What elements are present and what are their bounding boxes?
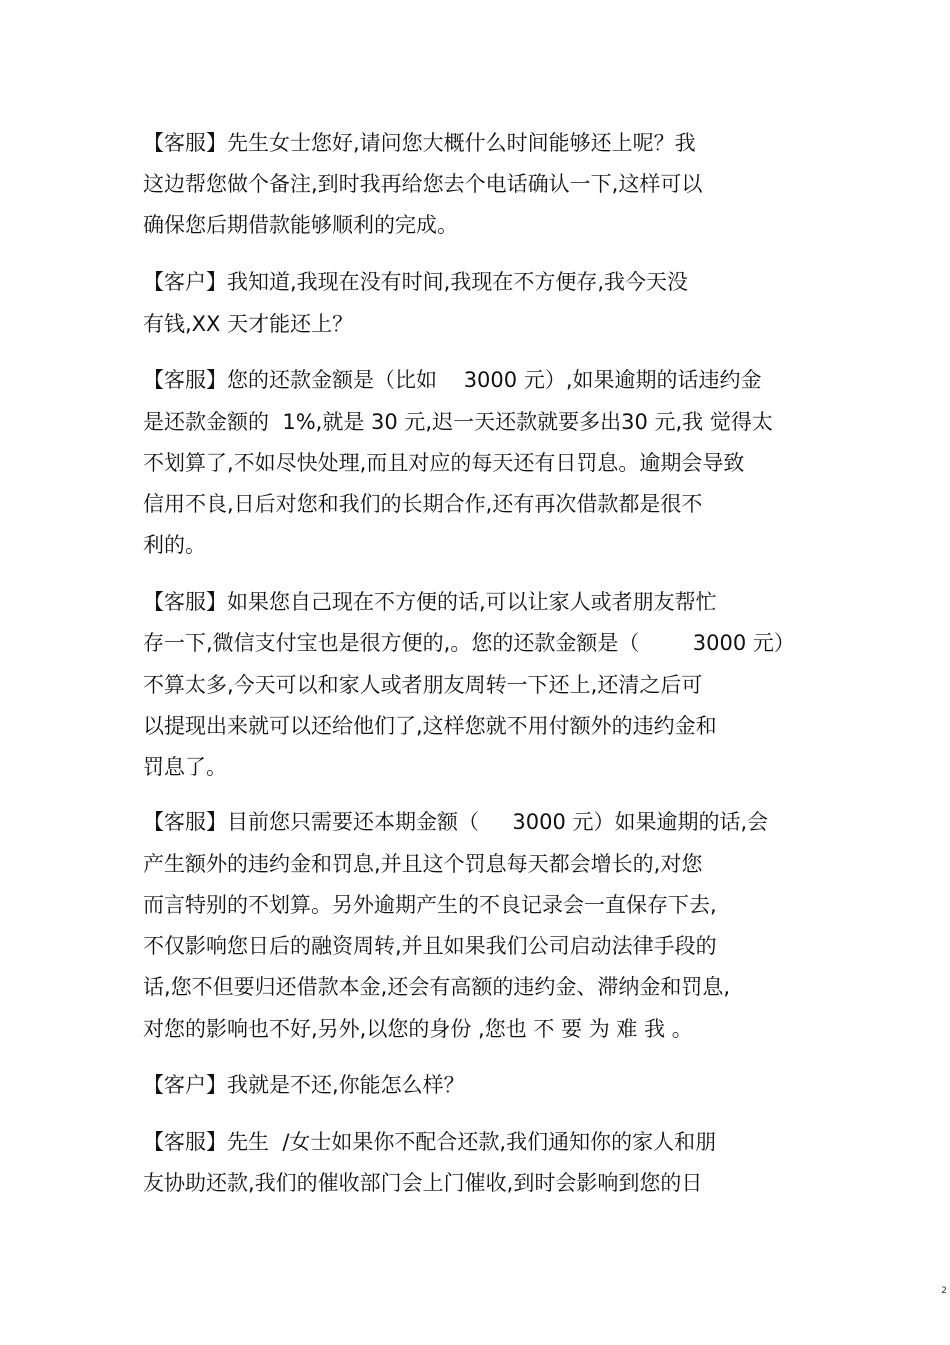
text-line: 【客户】我就是不还,你能怎么样？ — [143, 1073, 465, 1097]
text-line: 是还款金额的 1%,就是 30 元,迟一天还款就要多出30 元,我 觉得太 — [143, 410, 773, 434]
text-line: 不划算了,不如尽快处理,而且对应的每天还有日罚息。逾期会导致 — [143, 451, 745, 475]
text-line: 而言特别的不划算。另外逾期产生的不良记录会一直保存下去, — [143, 893, 717, 917]
text-line: 话,您不但要归还借款本金,还会有高额的违约金、滞纳金和罚息, — [143, 975, 731, 999]
text-line: 【客服】您的还款金额是（比如 3000 元）,如果逾期的话违约金 — [143, 368, 762, 392]
text-line: 对您的影响也不好,另外,以您的身份 ,您也 不 要 为 难 我 。 — [143, 1017, 693, 1041]
text-line: 有钱,XX 天才能还上？ — [143, 312, 354, 336]
text-line: 利的。 — [143, 533, 206, 557]
text-line: 【客服】目前您只需要还本期金额（ 3000 元）如果逾期的话,会 — [143, 810, 769, 834]
text-line: 罚息了。 — [143, 755, 227, 779]
text-line: 存一下,微信支付宝也是很方便的,。您的还款金额是（ 3000 元） — [143, 631, 795, 655]
text-line: 不仅影响您日后的融资周转,并且如果我们公司启动法律手段的 — [143, 934, 717, 958]
text-line: 【客服】先生女士您好,请问您大概什么时间能够还上呢？我 — [143, 131, 696, 155]
text-line: 友协助还款,我们的催收部门会上门催收,到时会影响到您的日 — [143, 1171, 703, 1195]
text-line: 【客服】先生 /女士如果你不配合还款,我们通知你的家人和朋 — [143, 1130, 717, 1154]
text-line: 【客户】我知道,我现在没有时间,我现在不方便存,我今天没 — [143, 270, 689, 294]
text-line: 信用不良,日后对您和我们的长期合作,还有再次借款都是很不 — [143, 492, 703, 516]
text-line: 确保您后期借款能够顺利的完成。 — [143, 213, 458, 237]
text-line: 产生额外的违约金和罚息,并且这个罚息每天都会增长的,对您 — [143, 852, 703, 876]
text-line: 以提现出来就可以还给他们了,这样您就不用付额外的违约金和 — [143, 714, 717, 738]
text-line: 【客服】如果您自己现在不方便的话,可以让家人或者朋友帮忙 — [143, 590, 717, 614]
page-number: 2 — [941, 1286, 947, 1296]
text-line: 不算太多,今天可以和家人或者朋友周转一下还上,还清之后可 — [143, 673, 703, 697]
text-line: 这边帮您做个备注,到时我再给您去个电话确认一下,这样可以 — [143, 172, 703, 196]
